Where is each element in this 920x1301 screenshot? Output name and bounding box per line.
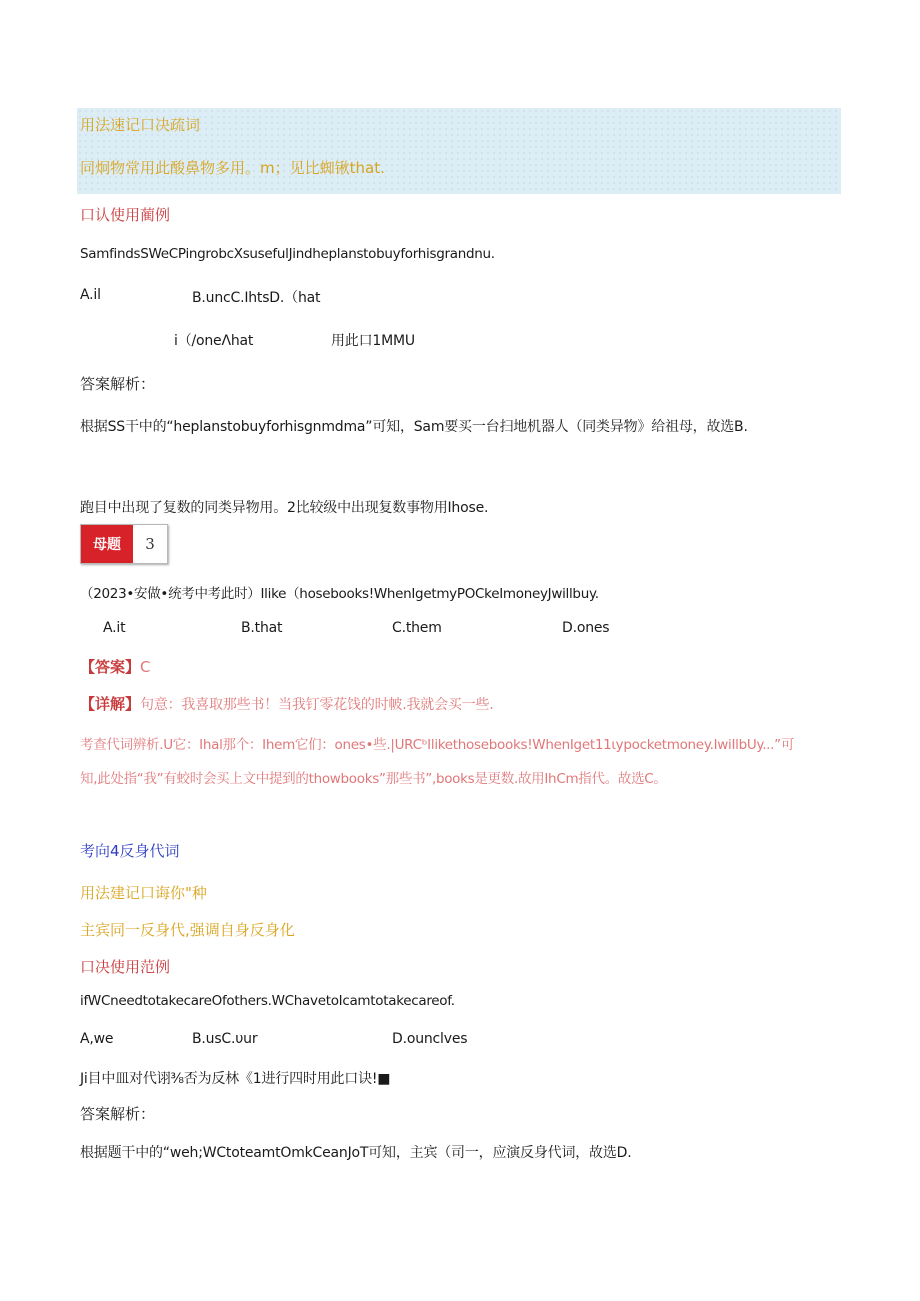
detail-tag: 【详解】	[80, 695, 141, 713]
detail-text: 句意：我喜取那些书！当我钉零花饯的时帔.我就会买一些.	[140, 697, 494, 713]
option-a: A.il	[80, 287, 101, 303]
section4-option-a: A,we	[80, 1031, 114, 1047]
question3-option-b: B.that	[241, 620, 283, 636]
answer-tag: 【答案】	[80, 658, 141, 676]
analysis-line-2: 知,此处指“我”有蛟时会买上文中提到的thowbooks”那些书”,books是更数.故用IhCm指代。故选C。	[80, 771, 667, 787]
section4-option-d: D.ounclves	[392, 1031, 468, 1047]
answer-row	[80, 656, 151, 677]
question3-stem: （2023•安做•统考中考此时）Ilike（hosebooks!WhenIgetmyPOCkeImoneyJwillbuy.	[80, 586, 599, 602]
section4-answer-label: 答案解析：	[80, 1105, 156, 1123]
answer-value: C	[140, 658, 151, 676]
note-left: i（/oneΛhat	[174, 333, 254, 349]
question3-option-d: D.ones	[562, 620, 610, 636]
question3-option-c: C.them	[392, 620, 442, 636]
section4-option-bc: B.usC.υur	[192, 1031, 258, 1047]
section4-example-heading: 口决使用范例	[80, 958, 171, 976]
section4-question: ifWCneedtotakecareOfothers.WChavetoIcamtotakecareof.	[80, 993, 455, 1009]
note-right: 用此口1MMU	[331, 333, 415, 349]
option-bcd: B.uncC.IhtsD.（hat	[192, 290, 321, 306]
badge-number: 3	[145, 535, 155, 553]
question-badge	[80, 524, 168, 564]
question3-option-a: A.it	[103, 620, 126, 636]
answer-label: 答案解析：	[80, 375, 156, 393]
section4-heading: 考向4反身代词	[80, 842, 180, 860]
summary-note: 跑目中出现了复数的同类异物用。2比较级中出现复数事物用Ihose.	[80, 500, 489, 516]
section4-answer-text: 根据题干中的“weh;WCtoteamtOmkCeanJoT可知，主宾（司一，应演反身代词，故选D.	[80, 1145, 632, 1161]
banner-rule: 同炯物常用此酸鼻物多用。m；见比蜘锹that.	[80, 159, 385, 177]
analysis-line-1: 考查代词辨析.U它：Ihal那个：Ihem它们：ones•些.|URCᵇIlikethosebooks!WhenIget11ɩypocketmoney.IwiIlbUy...”可	[80, 737, 795, 753]
section4-rule-line2: 主宾同一反身代,强调自身反身化	[80, 921, 295, 939]
detail-row	[80, 693, 494, 714]
example-question: SamfindsSWeCPingrobcXsusefulJindheplanstobuyforhisgrandnu.	[80, 246, 495, 262]
banner-title: 用法速记口决疏词	[80, 116, 201, 134]
answer-text: 根据SS干中的“heplanstobuyforhisgnmdma”可知，Sam要买一台扫地机器人（同类异物》给祖母，故选B.	[80, 419, 748, 435]
example-heading: 口认使用蔺例	[80, 206, 171, 224]
section4-note: Ji目中皿对代诩⅜否为反林《1进行四时用此口诀!■	[80, 1071, 391, 1087]
badge-label: 母题	[81, 525, 133, 563]
section4-rule-line1: 用法建记口诲你"种	[80, 884, 207, 902]
